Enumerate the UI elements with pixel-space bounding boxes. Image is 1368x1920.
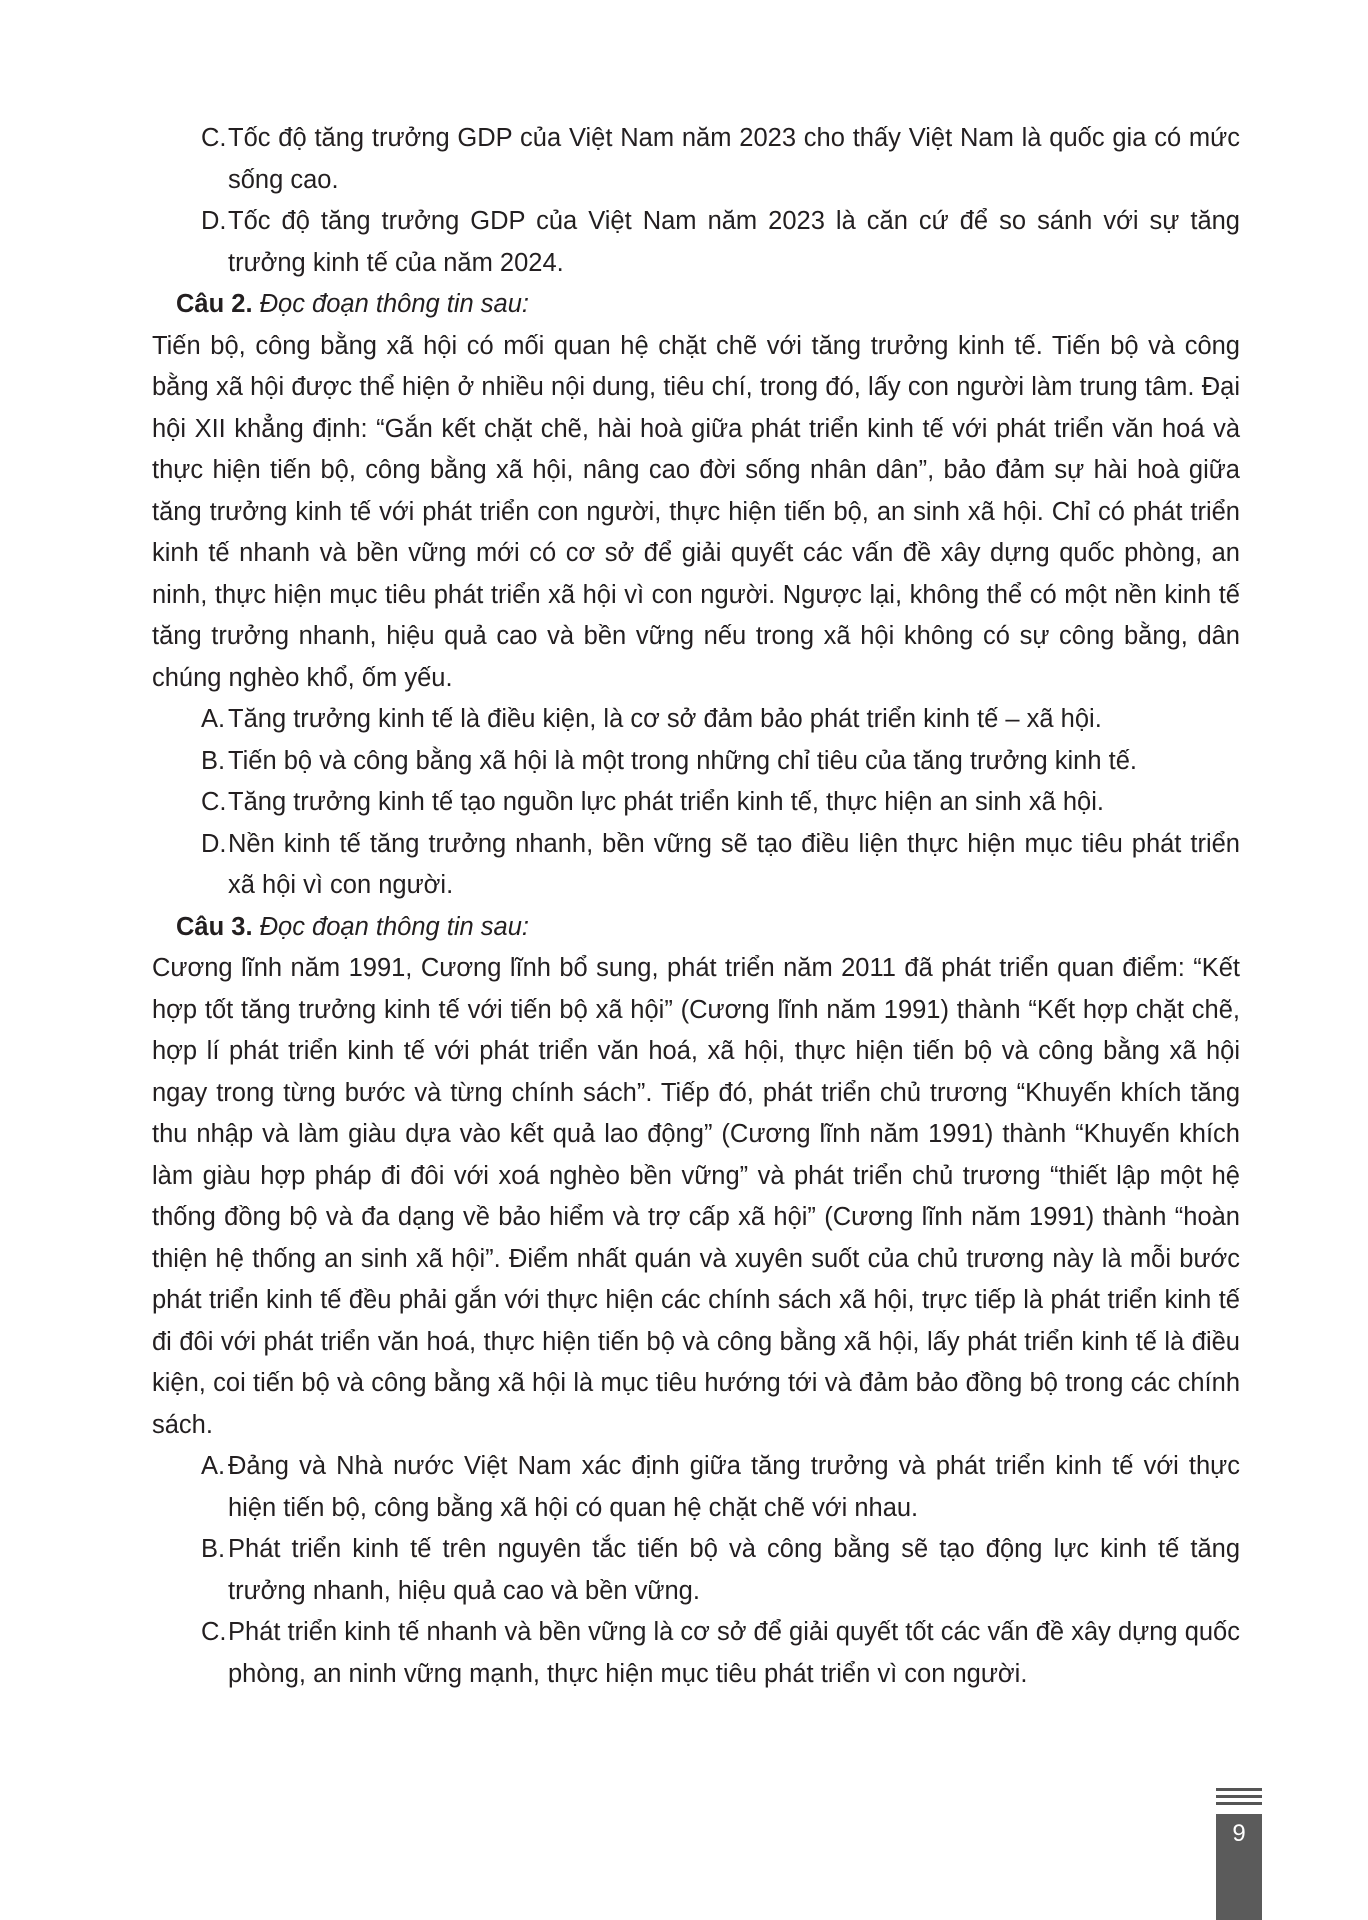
question-instruction: Đọc đoạn thông tin sau: [259, 290, 529, 318]
option-text: Phát triển kinh tế trên nguyên tắc tiến bộ và công bằng sẽ tạo động lực kinh tế tăng trưởng nhanh, hiệu quả cao và bền vững. [228, 1535, 1240, 1605]
option-b-q2 [176, 741, 1240, 783]
decoration-line [1216, 1788, 1262, 1791]
question-label: Câu 2. [176, 290, 253, 318]
option-d-q2 [176, 824, 1240, 907]
page-number: 9 [1216, 1814, 1262, 1920]
option-text: Tăng trưởng kinh tế là điều kiện, là cơ sở đảm bảo phát triển kinh tế – xã hội. [228, 705, 1102, 733]
option-letter: C. [201, 1618, 227, 1646]
question-3-heading [176, 907, 1240, 949]
page-content [152, 118, 1240, 1695]
option-c-q1 [176, 118, 1240, 201]
option-d-q1 [176, 201, 1240, 284]
option-a-q2 [176, 699, 1240, 741]
question-3-passage: Cương lĩnh năm 1991, Cương lĩnh bổ sung, phát triển năm 2011 đã phát triển quan điểm: “Kết hợp tốt tăng trưởng kinh tế với tiến bộ xã hội” (Cương lĩnh năm 1991) thành “Kết hợp chặt chẽ, hợp lí phát triển kinh tế với phát triển văn hoá, xã hội, thực hiện tiến bộ và công bằng xã hội ngay trong từng bước và từng chính sách”. Tiếp đó, phát triển chủ trương “Khuyến khích tăng thu nhập và làm giàu dựa vào kết quả lao động” (Cương lĩnh năm 1991) thành “Khuyến khích làm giàu hợp pháp đi đôi với xoá nghèo bền vững” và phát triển chủ trương “thiết lập một hệ thống đồng bộ và đa dạng về bảo hiểm và trợ cấp xã hội” (Cương lĩnh năm 1991) thành “hoàn thiện hệ thống an sinh xã hội”. Điểm nhất quán và xuyên suốt của chủ trương này là mỗi bước phát triển kinh tế đều phải gắn với thực hiện các chính sách xã hội, trực tiếp là phát triển kinh tế đi đôi với phát triển văn hoá, thực hiện tiến bộ và công bằng xã hội, lấy phát triển kinh tế là điều kiện, coi tiến bộ và công bằng xã hội là mục tiêu hướng tới và đảm bảo đồng bộ trong các chính sách. [152, 954, 1240, 1439]
question-2-passage: Tiến bộ, công bằng xã hội có mối quan hệ chặt chẽ với tăng trưởng kinh tế. Tiến bộ và công bằng xã hội được thể hiện ở nhiều nội dung, tiêu chí, trong đó, lấy con người làm trung tâm. Đại hội XII khẳng định: “Gắn kết chặt chẽ, hài hoà giữa phát triển kinh tế với phát triển văn hoá và thực hiện tiến bộ, công bằng xã hội, nâng cao đời sống nhân dân”, bảo đảm sự hài hoà giữa tăng trưởng kinh tế với phát triển con người, thực hiện tiến bộ, an sinh xã hội. Chỉ có phát triển kinh tế nhanh và bền vững mới có cơ sở để giải quyết các vấn đề xây dựng quốc phòng, an ninh, thực hiện mục tiêu phát triển xã hội vì con người. Ngược lại, không thể có một nền kinh tế tăng trưởng nhanh, hiệu quả cao và bền vững nếu trong xã hội không có sự công bằng, dân chúng nghèo khổ, ốm yếu. [152, 331, 1240, 692]
decoration-line [1216, 1802, 1262, 1805]
option-text: Đảng và Nhà nước Việt Nam xác định giữa tăng trưởng và phát triển kinh tế với thực hiện tiến bộ, công bằng xã hội có quan hệ chặt chẽ với nhau. [228, 1452, 1240, 1522]
decoration-line [1216, 1795, 1262, 1798]
option-text: Tiến bộ và công bằng xã hội là một trong những chỉ tiêu của tăng trưởng kinh tế. [228, 746, 1137, 775]
option-letter: D. [201, 207, 227, 235]
option-text: Tăng trưởng kinh tế tạo nguồn lực phát triển kinh tế, thực hiện an sinh xã hội. [228, 788, 1104, 816]
option-c-q3 [176, 1612, 1240, 1695]
option-text: Phát triển kinh tế nhanh và bền vững là cơ sở để giải quyết tốt các vấn đề xây dựng quốc phòng, an ninh vững mạnh, thực hiện mục tiêu phát triển vì con người. [228, 1618, 1240, 1688]
option-letter: A. [201, 705, 226, 733]
option-text: Tốc độ tăng trưởng GDP của Việt Nam năm 2023 là căn cứ để so sánh với sự tăng trưởng kinh tế của năm 2024. [228, 207, 1240, 277]
question-label: Câu 3. [176, 912, 253, 941]
question-instruction: Đọc đoạn thông tin sau: [259, 912, 529, 941]
option-b-q3 [176, 1529, 1240, 1612]
option-text: Tốc độ tăng trưởng GDP của Việt Nam năm 2023 cho thấy Việt Nam là quốc gia có mức sống cao. [228, 124, 1240, 194]
question-2-heading [176, 284, 1240, 326]
option-letter: D. [201, 829, 227, 858]
option-letter: A. [201, 1452, 226, 1480]
option-c-q2 [176, 782, 1240, 824]
option-a-q3 [176, 1446, 1240, 1529]
option-letter: C. [201, 124, 227, 152]
option-text: Nền kinh tế tăng trưởng nhanh, bền vững sẽ tạo điều liện thực hiện mục tiêu phát triển xã hội vì con người. [228, 829, 1240, 899]
option-letter: B. [201, 1535, 226, 1563]
option-letter: B. [201, 746, 226, 775]
option-letter: C. [201, 788, 227, 816]
